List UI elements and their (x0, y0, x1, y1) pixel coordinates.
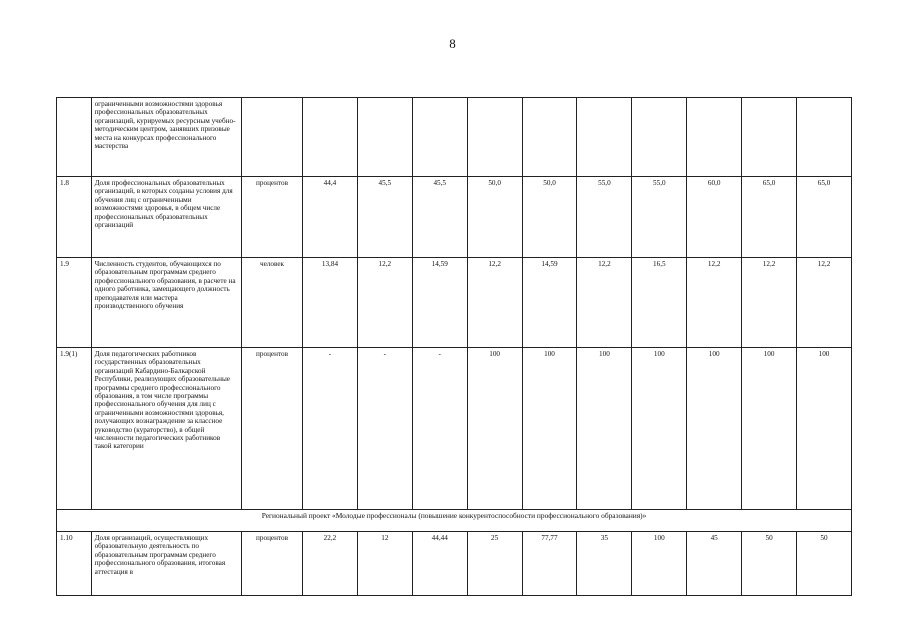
value-cell: 60,0 (687, 177, 742, 258)
value-cell: 50 (742, 532, 797, 596)
value-cell: 100 (522, 348, 577, 510)
section-title: Региональный проект «Молодые профессионалы (повышение конкурентоспособности профессионального образования)» (57, 510, 852, 532)
unit-cell: человек (242, 258, 303, 348)
value-cell: 65,0 (797, 177, 852, 258)
value-cell (357, 98, 412, 177)
section-row (57, 510, 852, 532)
value-cell: 55,0 (632, 177, 687, 258)
value-cell: 45,5 (357, 177, 412, 258)
value-cell: 100 (797, 348, 852, 510)
indicators-table (56, 97, 852, 596)
value-cell (412, 98, 467, 177)
value-cell (742, 98, 797, 177)
value-cell: - (357, 348, 412, 510)
value-cell: 100 (632, 348, 687, 510)
value-cell: 100 (467, 348, 522, 510)
table-row (57, 532, 852, 596)
value-cell: 16,5 (632, 258, 687, 348)
value-cell: 12,2 (687, 258, 742, 348)
unit-cell (242, 98, 303, 177)
page-number: 8 (449, 36, 456, 51)
value-cell: 45 (687, 532, 742, 596)
indicator-name: Доля организаций, осуществляющих образовательную деятельность по образовательным программам среднего профессионального образования, итоговая аттестация в (91, 532, 241, 596)
indicator-name: Численность студентов, обучающихся по образовательным программам среднего профессионального образования, в расчете на одного работника, замещающего должность преподавателя или мастера производственного обучения (91, 258, 241, 348)
value-cell: 65,0 (742, 177, 797, 258)
value-cell (467, 98, 522, 177)
value-cell (687, 98, 742, 177)
value-cell: 44,44 (412, 532, 467, 596)
value-cell: 12,2 (742, 258, 797, 348)
table-row (57, 98, 852, 177)
unit-cell: процентов (242, 532, 303, 596)
indicator-name: Доля педагогических работников государственных образовательных организаций Кабардино-Балкарской Республики, реализующих образовательные программы среднего профессионального образования, в том числе программы профессионального обучения для лиц с ограниченными возможностями здоровья, получающих вознаграждение за классное руководство (кураторство), в общей численности педагогических работников такой категории (91, 348, 241, 510)
value-cell: 12,2 (797, 258, 852, 348)
value-cell: 25 (467, 532, 522, 596)
row-number: 1.8 (57, 177, 92, 258)
indicator-name: ограниченными возможностями здоровья профессиональных образовательных организаций, курируемых ресурсным учебно-методическим центром, занявших призовые места на конкурсах профессионального мастерства (91, 98, 241, 177)
row-number: 1.9 (57, 258, 92, 348)
value-cell: 35 (577, 532, 632, 596)
table-row (57, 258, 852, 348)
row-number (57, 98, 92, 177)
value-cell: 12,2 (357, 258, 412, 348)
value-cell: 100 (632, 532, 687, 596)
value-cell: 12 (357, 532, 412, 596)
value-cell: 44,4 (303, 177, 358, 258)
indicator-name: Доля профессиональных образовательных организаций, в которых созданы условия для обучения лиц с ограниченными возможностями здоровья, в общем числе профессиональных образовательных организаций (91, 177, 241, 258)
value-cell: 77,77 (522, 532, 577, 596)
value-cell: 100 (687, 348, 742, 510)
unit-cell: процентов (242, 177, 303, 258)
value-cell: 45,5 (412, 177, 467, 258)
value-cell: 100 (577, 348, 632, 510)
value-cell: 22,2 (303, 532, 358, 596)
value-cell: 55,0 (577, 177, 632, 258)
value-cell (797, 98, 852, 177)
value-cell (632, 98, 687, 177)
value-cell (303, 98, 358, 177)
value-cell: 50 (797, 532, 852, 596)
value-cell: 50,0 (522, 177, 577, 258)
value-cell: 50,0 (467, 177, 522, 258)
value-cell: 12,2 (467, 258, 522, 348)
table-row (57, 348, 852, 510)
row-number: 1.9(1) (57, 348, 92, 510)
value-cell: - (412, 348, 467, 510)
row-number: 1.10 (57, 532, 92, 596)
value-cell: 12,2 (577, 258, 632, 348)
value-cell: 14,59 (522, 258, 577, 348)
value-cell (522, 98, 577, 177)
table-row (57, 177, 852, 258)
value-cell: 13,84 (303, 258, 358, 348)
value-cell: 100 (742, 348, 797, 510)
value-cell: - (303, 348, 358, 510)
unit-cell: процентов (242, 348, 303, 510)
value-cell (577, 98, 632, 177)
value-cell: 14,59 (412, 258, 467, 348)
